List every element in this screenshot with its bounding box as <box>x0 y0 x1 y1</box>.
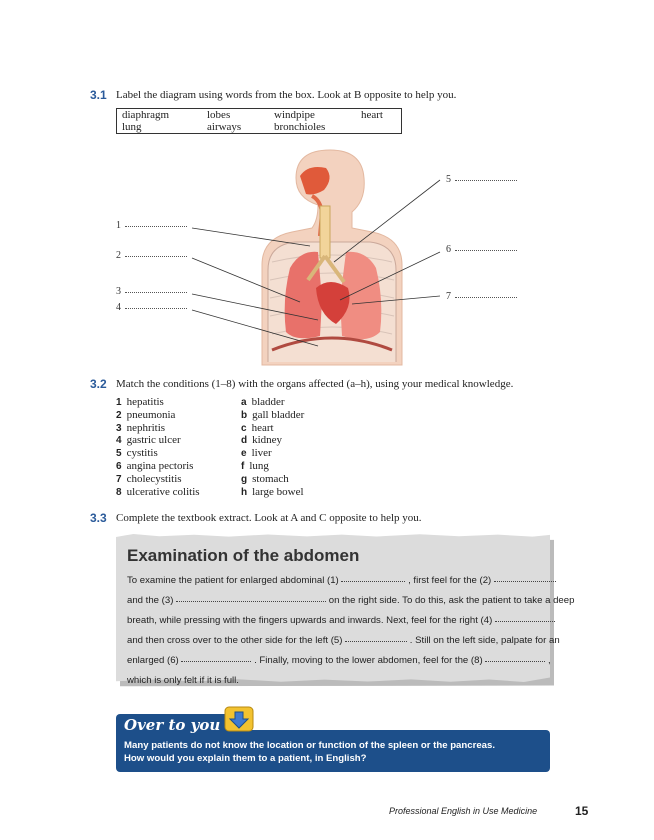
condition-item: 8 ulcerative colitis <box>116 485 200 498</box>
condition-item: 7 cholecystitis <box>116 472 182 485</box>
organ-item: b gall bladder <box>241 408 305 421</box>
organ-item: h large bowel <box>241 485 304 498</box>
gap-5[interactable] <box>345 640 407 642</box>
extract-title: Examination of the abdomen <box>127 546 360 565</box>
diagram-label-1: 1 <box>116 220 187 231</box>
organ-item: d kidney <box>241 434 283 447</box>
answer-blank[interactable] <box>455 249 517 251</box>
respiratory-diagram <box>0 0 654 380</box>
exercise-3-3-instruction: Complete the textbook extract. Look at A and C opposite to help you. <box>116 512 422 524</box>
organ-item: e liver <box>241 447 272 460</box>
answer-blank[interactable] <box>125 255 187 257</box>
footer-book-title: Professional English in Use Medicine <box>389 806 538 816</box>
diagram-label-3: 3 <box>116 286 187 297</box>
exercise-number-3-1: 3.1 <box>90 88 107 102</box>
organ-item: f lung <box>241 460 269 472</box>
extract-line: breath, while pressing with the fingers upwards and inwards. Next, feel for the right (4) <box>127 615 555 626</box>
over-to-you-text-1: Many patients do not know the location or function of the spleen or the pancreas. <box>124 740 495 751</box>
organ-item: a bladder <box>241 396 285 408</box>
answer-blank[interactable] <box>455 296 517 298</box>
extract-line: and then cross over to the other side for the left (5) . Still on the left side, palpate for an <box>127 635 560 646</box>
over-to-you-box <box>116 730 550 772</box>
condition-item: 2 pneumonia <box>116 408 176 421</box>
diagram-label-2: 2 <box>116 250 187 261</box>
diagram-label-5: 5 <box>446 174 517 185</box>
word-airways: airways <box>207 121 242 133</box>
exercise-3-1-instruction: Label the diagram using words from the box. Look at B opposite to help you. <box>116 89 457 101</box>
condition-item: 3 nephritis <box>116 421 166 434</box>
organ-item: c heart <box>241 421 274 434</box>
arrow-down-icon <box>222 704 256 734</box>
answer-blank[interactable] <box>125 307 187 309</box>
exercise-number-3-2: 3.2 <box>90 377 107 391</box>
condition-item: 5 cystitis <box>116 447 158 460</box>
gap-8[interactable] <box>485 660 545 662</box>
extract-line: To examine the patient for enlarged abdominal (1) , first feel for the (2) <box>127 575 556 586</box>
condition-item: 1 hepatitis <box>116 396 164 408</box>
answer-blank[interactable] <box>125 291 187 293</box>
word-bronchioles: bronchioles <box>274 121 326 133</box>
gap-3[interactable] <box>176 600 326 602</box>
gap-1[interactable] <box>341 580 405 582</box>
word-lung: lung <box>122 121 142 133</box>
exercise-number-3-3: 3.3 <box>90 511 107 525</box>
diagram-label-4: 4 <box>116 302 187 313</box>
gap-6[interactable] <box>181 660 251 662</box>
page-number: 15 <box>575 804 589 818</box>
gap-2[interactable] <box>494 580 556 582</box>
word-lobes: lobes <box>207 109 231 121</box>
over-to-you-text-2: How would you explain them to a patient, in English? <box>124 753 367 764</box>
condition-item: 6 angina pectoris <box>116 460 194 472</box>
extract-line: and the (3) on the right side. To do this, ask the patient to take a deep <box>127 595 575 606</box>
over-to-you-title: Over to you <box>124 716 221 734</box>
organ-item: g stomach <box>241 472 289 485</box>
word-windpipe: windpipe <box>274 109 315 121</box>
word-diaphragm: diaphragm <box>122 109 170 121</box>
diagram-label-7: 7 <box>446 291 517 302</box>
word-heart: heart <box>361 109 383 121</box>
exercise-3-2-instruction: Match the conditions (1–8) with the organs affected (a–h), using your medical knowledge. <box>116 378 514 390</box>
extract-line: enlarged (6) . Finally, moving to the lower abdomen, feel for the (8) , <box>127 655 551 666</box>
answer-blank[interactable] <box>125 225 187 227</box>
gap-4[interactable] <box>495 620 555 622</box>
answer-blank[interactable] <box>455 179 517 181</box>
diagram-label-6: 6 <box>446 244 517 255</box>
windpipe <box>320 206 330 258</box>
extract-line: which is only felt if it is full. <box>127 675 239 686</box>
condition-item: 4 gastric ulcer <box>116 434 181 447</box>
